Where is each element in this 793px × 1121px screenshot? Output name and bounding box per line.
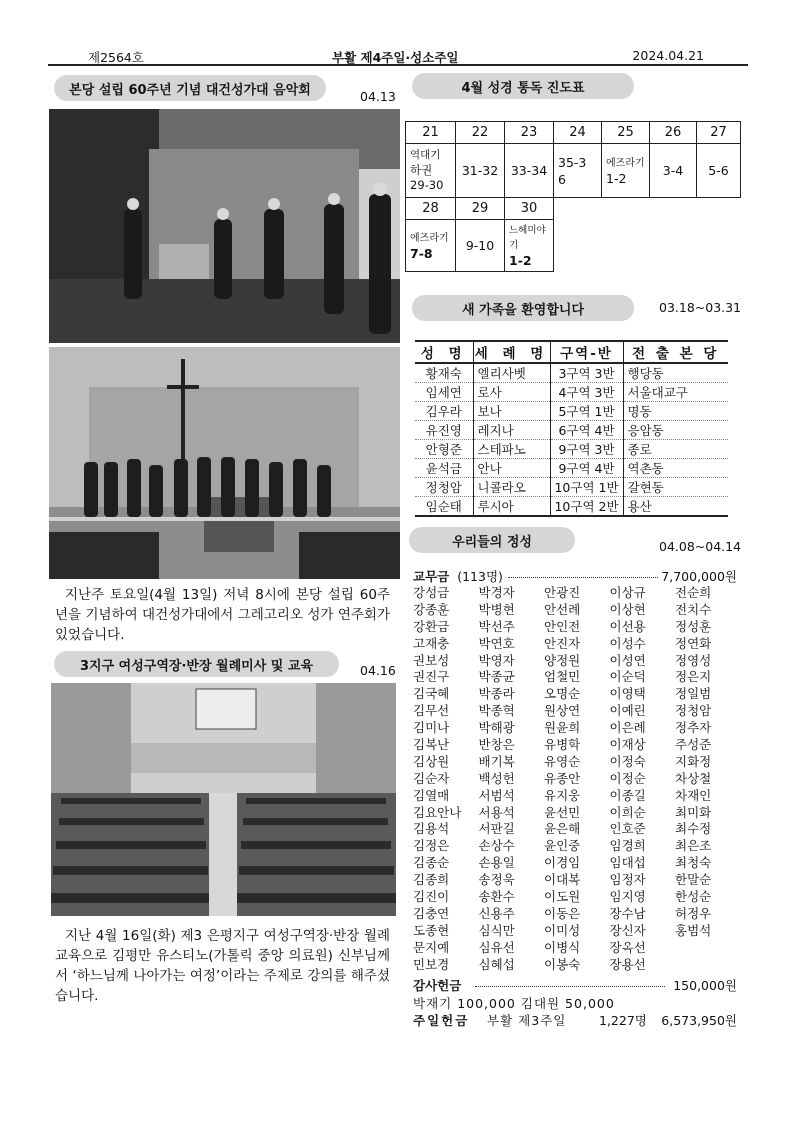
donor-name: 서판길 [478, 821, 515, 837]
donor-name: 이성연 [609, 652, 646, 668]
donor-row [413, 906, 735, 923]
concert-photo-1 [49, 109, 400, 343]
donor-name: 김국혜 [413, 686, 450, 702]
day-cell: 24 [554, 122, 602, 144]
donor-name: 이동은 [544, 905, 581, 921]
donor-name: 문지예 [413, 939, 450, 955]
donor-name: 정성훈 [675, 618, 712, 634]
thanks-amount: 150,000원 [673, 978, 737, 993]
donor-name: 권진구 [413, 669, 450, 685]
reading-cell: 33-34 [505, 144, 554, 198]
column-header: 성 명 [415, 341, 473, 363]
header-title: 부활 제4주일·성소주일 [332, 50, 459, 65]
district-photo [51, 683, 396, 916]
donor-row [413, 788, 735, 805]
donor-name: 주성준 [675, 737, 712, 753]
day-cell: 26 [650, 122, 697, 144]
donor-name: 이봉숙 [544, 956, 581, 972]
reading-cell: 31-32 [456, 144, 505, 198]
donor-name: 양정원 [544, 652, 581, 668]
donor-name: 김충연 [413, 905, 450, 921]
donor-name: 정청암 [675, 703, 712, 719]
donor-name: 민보경 [413, 956, 450, 972]
sunday-amount: 6,573,950원 [661, 1013, 737, 1028]
donor-name: 심식만 [478, 922, 515, 938]
district-date: 04.16 [360, 663, 396, 678]
donor-row [413, 855, 735, 872]
donor-name: 강환금 [413, 618, 450, 634]
donor-name: 임정자 [609, 872, 646, 888]
donor-name: 배기복 [478, 753, 515, 769]
donor-name: 박경자 [478, 585, 515, 600]
donor-name: 전치수 [675, 601, 712, 617]
new-family-date: 03.18~03.31 [659, 300, 742, 315]
donor-name: 김정은 [413, 838, 450, 854]
gyomu-row [413, 568, 737, 585]
reading-cell: 역대기 하권 29-30 [406, 144, 456, 198]
donor-name: 안진자 [544, 635, 581, 651]
donor-name: 박병현 [478, 601, 515, 617]
donor-name: 김진이 [413, 889, 450, 905]
donor-name: 박해광 [478, 720, 515, 736]
day-cell: 23 [505, 122, 554, 144]
donor-name: 차상철 [675, 770, 712, 786]
donor-name: 이도원 [544, 889, 581, 905]
donor-name: 송정욱 [478, 872, 515, 888]
table-row: 정청암 니콜라오 10구역 1반 갈현동 [415, 478, 728, 497]
column-header: 전 출 본 당 [623, 341, 728, 363]
donor-name: 이은례 [609, 720, 646, 736]
district-text: 지난 4월 16일(화) 제3 은평지구 여성구역장·반장 월례교육으로 김평만 유스티노(가톨릭 중앙 의료원) 신부님께서 ‘하느님께 나아가는 여정’이라는 주제로 강의를 해주셨습니다. [55, 928, 390, 1004]
donor-row [413, 669, 735, 686]
donor-name: 이순덕 [609, 669, 646, 685]
donor-name: 정연화 [675, 635, 712, 651]
table-row: 임세연 로사 4구역 3반 서울대교구 [415, 383, 728, 402]
donor-name: 김복난 [413, 737, 450, 753]
page-header [48, 44, 748, 66]
donor-name: 박영자 [478, 652, 515, 668]
donor-names [413, 585, 735, 973]
donor-name: 원상연 [544, 703, 581, 719]
day-cell: 28 [406, 198, 456, 220]
donor-name: 정추자 [675, 720, 712, 736]
table-row: 윤석금 안나 9구역 4반 역촌동 [415, 459, 728, 478]
donor-name: 김열매 [413, 787, 450, 803]
concert-date: 04.13 [360, 89, 396, 104]
donor-row [413, 585, 735, 602]
donor-name: 임지영 [609, 889, 646, 905]
donor-name: 정영성 [675, 652, 712, 668]
donor-name: 차재인 [675, 787, 712, 803]
donor-name: 이희순 [609, 804, 646, 820]
donor-name: 유영순 [544, 753, 581, 769]
gyomu-amount: 7,700,000원 [661, 569, 737, 584]
donor-name: 김용석 [413, 821, 450, 837]
bible-title: 4월 성경 통독 진도표 [412, 73, 634, 99]
gyomu-label: 교무금 [413, 569, 450, 584]
donor-name: 김순자 [413, 770, 450, 786]
table-row: 안형준 스테파노 9구역 3반 종로 [415, 440, 728, 459]
donor-name: 임경희 [609, 838, 646, 854]
new-family-table [415, 340, 728, 517]
reading-cell: 35-3 6 [554, 144, 602, 198]
donor-name: 윤은해 [544, 821, 581, 837]
donor-name: 박연호 [478, 635, 515, 651]
donor-name: 권보성 [413, 652, 450, 668]
reading-cell: 에즈라기 7-8 [406, 220, 456, 272]
donor-name: 인호준 [609, 821, 646, 837]
donor-name: 강성금 [413, 585, 450, 600]
donor-name: 이정숙 [609, 753, 646, 769]
donor-name: 이영택 [609, 686, 646, 702]
donor-name: 최청숙 [675, 855, 712, 871]
donor-name: 오명순 [544, 686, 581, 702]
donor-name: 윤인중 [544, 838, 581, 854]
offerings-date: 04.08~04.14 [659, 539, 742, 554]
donor-name: 신용주 [478, 905, 515, 921]
donor-name: 이성수 [609, 635, 646, 651]
donor-name: 정은지 [675, 669, 712, 685]
table-row: 유진영 레지나 6구역 4반 응암동 [415, 421, 728, 440]
donor-row [413, 720, 735, 737]
donor-row [413, 957, 735, 974]
donor-name: 백성헌 [478, 770, 515, 786]
donor-name: 이대복 [544, 872, 581, 888]
donor-name: 장용선 [609, 956, 646, 972]
donor-name: 이상현 [609, 601, 646, 617]
donor-name: 최수정 [675, 821, 712, 837]
donor-name: 이재상 [609, 737, 646, 753]
donor-name: 박종균 [478, 669, 515, 685]
day-cell: 22 [456, 122, 505, 144]
donor-name: 손용일 [478, 855, 515, 871]
dot-leader [508, 568, 658, 578]
donor-name: 박선주 [478, 618, 515, 634]
donor-name: 장신자 [609, 922, 646, 938]
donor-row [413, 619, 735, 636]
donor-row [413, 838, 735, 855]
donor-name: 송환수 [478, 889, 515, 905]
donor-name: 이종길 [609, 787, 646, 803]
issue-number: 제2564호 [88, 50, 144, 65]
concert-photo-2 [49, 347, 400, 579]
donor-name: 안선례 [544, 601, 581, 617]
new-family-title: 새 가족을 환영합니다 [412, 295, 634, 321]
donor-name: 한성순 [675, 889, 712, 905]
donor-row [413, 754, 735, 771]
reading-cell: 3-4 [650, 144, 697, 198]
table-row: 김우라 보나 5구역 1반 명동 [415, 402, 728, 421]
donor-name: 박종혁 [478, 703, 515, 719]
donor-name: 고재충 [413, 635, 450, 651]
day-cell: 25 [602, 122, 650, 144]
donor-name: 안광진 [544, 585, 581, 600]
donor-name: 이상규 [609, 585, 646, 600]
table-row: 황재숙 엘리사벳 3구역 3반 행당동 [415, 363, 728, 383]
donor-name: 김무선 [413, 703, 450, 719]
donor-row [413, 805, 735, 822]
donor-row [413, 923, 735, 940]
donor-name: 이정순 [609, 770, 646, 786]
sunday-row [413, 1012, 737, 1029]
thanks-label: 감사헌금 [413, 978, 462, 993]
bible-schedule-table [405, 121, 741, 272]
donor-row [413, 602, 735, 619]
donor-row [413, 872, 735, 889]
donor-name: 최미화 [675, 804, 712, 820]
donor-name: 김종희 [413, 872, 450, 888]
day-cell: 29 [456, 198, 505, 220]
donor-name: 반창은 [478, 737, 515, 753]
table-header-row [415, 341, 728, 363]
thanks-row [413, 977, 737, 994]
day-cell: 27 [697, 122, 741, 144]
donor-row [413, 889, 735, 906]
donor-name: 한말순 [675, 872, 712, 888]
donor-name: 임대섭 [609, 855, 646, 871]
reading-cell: 느헤미야기 1-2 [505, 220, 554, 272]
donor-name: 이선용 [609, 618, 646, 634]
district-title: 3지구 여성구역장·반장 월례미사 및 교육 [54, 651, 339, 677]
donor-name: 이예린 [609, 703, 646, 719]
day-cell: 30 [505, 198, 554, 220]
donor-name: 심유선 [478, 939, 515, 955]
donor-name: 전순희 [675, 585, 712, 600]
donor-name: 서범석 [478, 787, 515, 803]
donor-name: 장옥선 [609, 939, 646, 955]
donor-name: 홍범석 [675, 922, 712, 938]
offerings-title: 우리들의 정성 [409, 527, 575, 553]
donor-name: 김요안나 [413, 804, 462, 820]
donor-name: 심혜섭 [478, 956, 515, 972]
reading-cell: 에즈라기 1-2 [602, 144, 650, 198]
donor-name: 박종라 [478, 686, 515, 702]
day-cell: 21 [406, 122, 456, 144]
donor-row [413, 737, 735, 754]
donor-row [413, 686, 735, 703]
dot-leader [475, 977, 665, 987]
column-header: 세 례 명 [473, 341, 550, 363]
thanks-detail: 박재기 100,000 김대원 50,000 [413, 996, 615, 1011]
donor-name: 원윤희 [544, 720, 581, 736]
donor-name: 최은조 [675, 838, 712, 854]
donor-name: 허정우 [675, 905, 712, 921]
donor-name: 이미성 [544, 922, 581, 938]
table-row: 임순태 루시아 10구역 2반 용산 [415, 497, 728, 517]
donor-name: 윤선민 [544, 804, 581, 820]
concert-title: 본당 설립 60주년 기념 대건성가대 음악회 [54, 75, 326, 101]
gyomu-count: (113명) [457, 569, 503, 584]
sunday-week: 부활 제3주일 [487, 1013, 567, 1028]
sunday-label: 주일헌금 [413, 1013, 470, 1028]
donor-name: 도종현 [413, 922, 450, 938]
donor-name: 강종훈 [413, 601, 450, 617]
donor-name: 이경임 [544, 855, 581, 871]
donor-name: 김미나 [413, 720, 450, 736]
reading-cell: 9-10 [456, 220, 505, 272]
donor-name: 안인전 [544, 618, 581, 634]
donor-name: 김종순 [413, 855, 450, 871]
donor-row [413, 771, 735, 788]
donor-name: 이병식 [544, 939, 581, 955]
donor-name: 유병학 [544, 737, 581, 753]
donor-name: 서용석 [478, 804, 515, 820]
donor-name: 지화정 [675, 753, 712, 769]
donor-row [413, 821, 735, 838]
donor-row [413, 940, 735, 957]
donor-name: 김상원 [413, 753, 450, 769]
reading-cell: 5-6 [697, 144, 741, 198]
donor-name: 유종안 [544, 770, 581, 786]
donor-row [413, 653, 735, 670]
donor-row [413, 636, 735, 653]
donor-name: 장수남 [609, 905, 646, 921]
donor-row [413, 703, 735, 720]
sunday-count: 1,227명 [599, 1013, 647, 1028]
concert-text: 지난주 토요일(4월 13일) 저녁 8시에 본당 설립 60주년을 기념하여 대건성가대에서 그레고리오 성가 연주회가 있었습니다. [55, 587, 390, 643]
header-date: 2024.04.21 [632, 48, 704, 63]
donor-name: 손상수 [478, 838, 515, 854]
donor-name: 정일범 [675, 686, 712, 702]
donor-name: 엄철민 [544, 669, 581, 685]
column-header: 구역-반 [550, 341, 623, 363]
donor-name: 유지웅 [544, 787, 581, 803]
